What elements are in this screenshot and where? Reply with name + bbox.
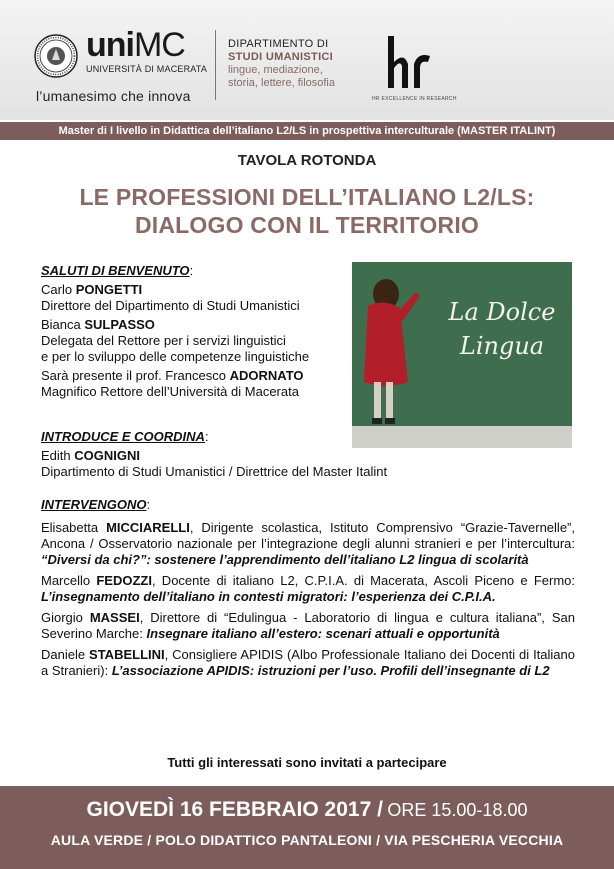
p2-role-1: Delegata del Rettore per i servizi linguistici xyxy=(41,333,286,348)
s4-role: , Consigliere APIDIS (Albo Professionale Italiano dei Docenti di Italiano a Stranieri): xyxy=(41,647,575,678)
motto: l’umanesimo che innova xyxy=(36,88,191,104)
s4-first: Daniele xyxy=(41,647,86,662)
s4-last: STABELLINI xyxy=(89,647,165,662)
s3-last: MASSEI xyxy=(89,610,140,625)
header-divider xyxy=(215,30,216,100)
dept-line-4: storia, lettere, filosofia xyxy=(228,77,335,89)
hr-excellence-logo-icon xyxy=(384,34,434,90)
introduce-section: INTRODUCE E COORDINA: Edith COGNIGNI Dipartimento di Studi Umanistici / Direttrice del Master Italint xyxy=(41,429,388,479)
dept-line-2: STUDI UMANISTICI xyxy=(228,51,334,63)
university-seal-icon xyxy=(34,34,78,78)
speaker-2 xyxy=(41,573,575,605)
p1-last: PONGETTI xyxy=(75,282,143,297)
s2-talk: L’insegnamento dell’italiano in contesti migratori: l’esperienza dei C.P.I.A. xyxy=(41,589,496,604)
department-block xyxy=(228,38,335,90)
dept-line-1: DIPARTIMENTO DI xyxy=(228,38,329,50)
date-line xyxy=(0,798,614,822)
s1-role: , Dirigente scolastica, Istituto Comprensivo “Grazie-Tavernelle”, Ancona / Osservatorio nazionale per l’integrazione degli alunni stranieri e per l’intercultura: xyxy=(41,520,575,551)
chalkboard-photo xyxy=(352,262,572,448)
title-line-1: LE PROFESSIONI DELL’ITALIANO L2/LS: xyxy=(79,184,535,210)
master-band: Master di I livello in Didattica dell’italiano L2/LS in prospettiva interculturale (MASTER ITALINT) xyxy=(0,122,614,140)
header xyxy=(0,0,614,120)
p2-first: Bianca xyxy=(41,317,81,332)
saluti-heading: SALUTI DI BENVENUTO xyxy=(41,263,190,278)
dept-line-3: lingue, mediazione, xyxy=(228,64,323,76)
event-hours: ORE 15.00-18.00 xyxy=(387,800,528,820)
event-type: TAVOLA ROTONDA xyxy=(237,152,377,169)
p1-first: Carlo xyxy=(41,282,73,297)
intro-last: COGNIGNI xyxy=(74,448,140,463)
board-line-2: Lingua xyxy=(459,332,545,360)
intro-first: Edith xyxy=(41,448,71,463)
intervengono-heading: INTERVENGONO xyxy=(41,497,147,512)
p2-last: SULPASSO xyxy=(84,317,155,332)
s2-first: Marcello xyxy=(41,573,91,588)
s3-first: Giorgio xyxy=(41,610,83,625)
s2-last: FEDOZZI xyxy=(96,573,152,588)
invite-text: Tutti gli interessati sono invitati a partecipare xyxy=(167,755,447,770)
page-title xyxy=(0,183,614,239)
speaker-4 xyxy=(41,647,575,679)
s3-talk: Insegnare italiano all’estero: scenari attuali e opportunità xyxy=(146,626,500,641)
title-line-2: DIALOGO CON IL TERRITORIO xyxy=(134,212,480,238)
university-name: UNIVERSITÀ DI MACERATA xyxy=(86,64,208,74)
p3-prefix: Sarà presente il prof. Francesco xyxy=(41,368,226,383)
s1-last: MICCIARELLI xyxy=(106,520,190,535)
speaker-1 xyxy=(41,520,575,568)
p3-role: Magnifico Rettore dell’Università di Macerata xyxy=(41,384,299,399)
logo-mc: MC xyxy=(133,26,185,64)
board-line-1: La Dolce xyxy=(448,298,556,326)
intervengono-section: INTERVENGONO: Elisabetta MICCIARELLI, Dirigente scolastica, Istituto Comprensivo “Grazie-Tavernelle”, Ancona / Osservatorio nazionale per l’integrazione degli alunni stranieri e per l’intercultura: “Diversi da chi?”: sostenere l’apprendimento dell’italiano L2 lingua di scolarità Marcello FEDOZZI, Docente di italiano L2, C.P.I.A. di Macerata, Ascoli Piceno e Fermo: L’insegnamento dell’italiano in contesti migratori: l’esperienza dei C.P.I.A. Giorgio MASSEI, Direttore di “Edulingua - Laboratorio di lingua e cultura italiana”, San Severino Marche: Insegnare italiano all’estero: scenari attuali e opportunità Daniele STABELLINI, Consigliere APIDIS (Albo Professionale Italiano dei Docenti di Italiano a Stranieri): L’associazione APIDIS: istruzioni per l’uso. Profili dell’insegnante di L2 xyxy=(41,497,575,678)
unimc-logo xyxy=(86,28,207,74)
speaker-3 xyxy=(41,610,575,642)
s2-role: , Docente di italiano L2, C.P.I.A. di Macerata, Ascoli Piceno e Fermo: xyxy=(151,573,575,588)
p1-role: Direttore del Dipartimento di Studi Umanistici xyxy=(41,298,300,313)
introduce-heading: INTRODUCE E COORDINA xyxy=(41,429,205,444)
s4-talk: L’associazione APIDIS: istruzioni per l’uso. Profili dell’insegnante di L2 xyxy=(111,663,550,678)
event-place: AULA VERDE / POLO DIDATTICO PANTALEONI / VIA PESCHERIA VECCHIA xyxy=(50,832,564,848)
footer xyxy=(0,786,614,869)
s1-talk: “Diversi da chi?”: sostenere l’apprendimento dell’italiano L2 lingua di scolarità xyxy=(41,552,529,567)
saluti-section: SALUTI DI BENVENUTO: Carlo PONGETTI Direttore del Dipartimento di Studi Umanistici Bianca SULPASSO Delegata del Rettore per i servizi linguistici e per lo sviluppo delle competenze linguistiche Sarà presente il prof. Francesco ADORNATO Magnifico Rettore dell’Università di Macerata xyxy=(41,263,310,399)
s3-role: , Direttore di “Edulingua - Laboratorio di lingua e cultura italiana”, San Severino Marche: xyxy=(41,610,575,641)
event-date: GIOVEDÌ 16 FEBBRAIO 2017 / xyxy=(86,798,383,821)
intro-role: Dipartimento di Studi Umanistici / Direttrice del Master Italint xyxy=(41,464,388,479)
s1-first: Elisabetta xyxy=(41,520,99,535)
p3-last: ADORNATO xyxy=(229,368,304,383)
logo-uni: uni xyxy=(86,26,134,64)
hr-caption: HR EXCELLENCE IN RESEARCH xyxy=(372,96,457,102)
p2-role-2: e per lo sviluppo delle competenze linguistiche xyxy=(41,349,310,364)
